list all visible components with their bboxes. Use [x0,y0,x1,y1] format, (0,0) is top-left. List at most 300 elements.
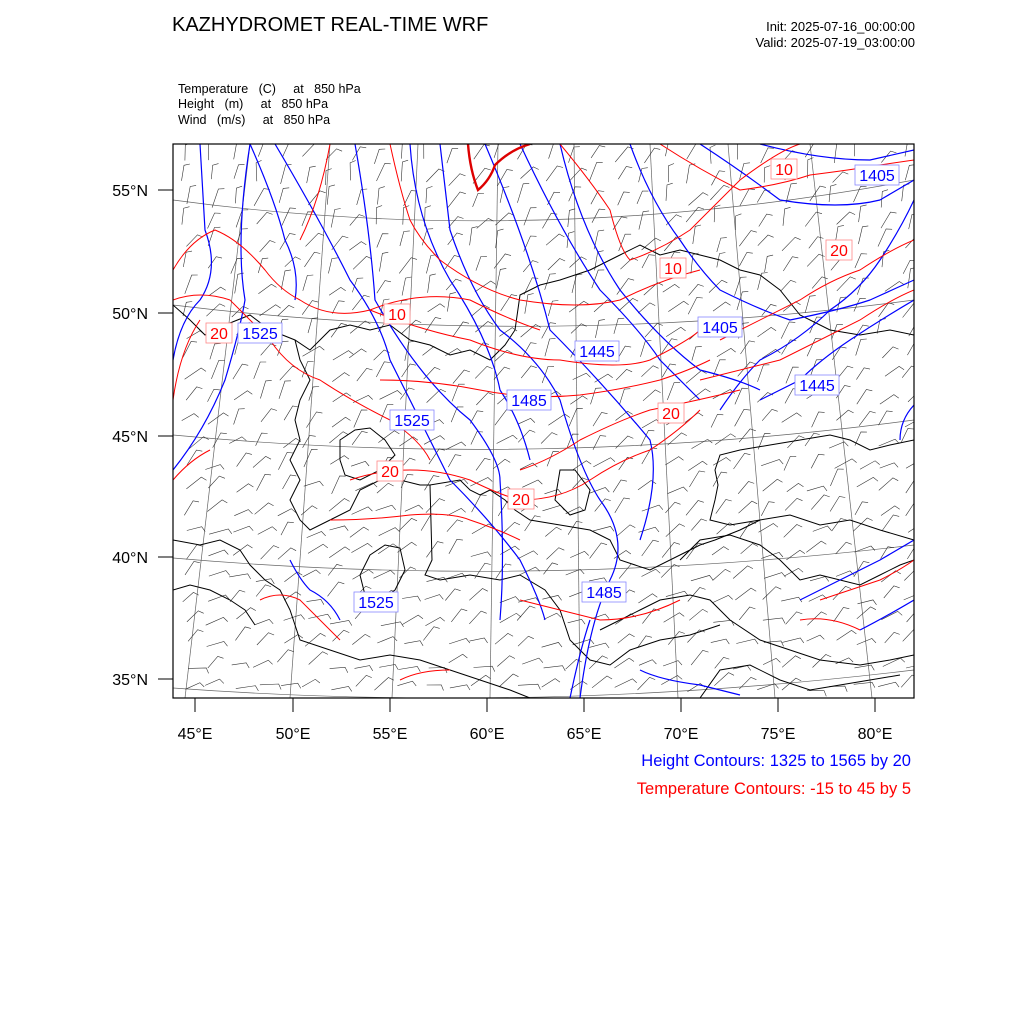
wind-barb [469,611,486,624]
wind-barb [380,391,402,400]
temp-label-10-w: 10 [388,307,406,324]
wind-barb [545,527,561,536]
wind-barb [329,287,346,295]
wind-barb [186,545,202,560]
wind-barb [761,502,774,516]
wind-barb [281,522,294,535]
field-temperature-label: Temperature (C) at 850 hPa [178,82,361,96]
wind-barb [782,237,801,251]
wind-barb [595,499,611,512]
wind-barb [524,208,537,226]
wind-barb [758,365,770,382]
wind-barb [305,633,326,646]
wind-barb [903,628,921,641]
wind-barb [453,322,469,337]
wind-barb [232,663,250,668]
wind-barb [258,258,268,273]
wind-barb [476,458,491,470]
wind-barb [688,461,707,470]
wind-barb [739,677,756,689]
wind-barb [401,138,408,158]
wind-barb [399,437,418,446]
wind-barb [834,607,850,621]
wind-barb [230,590,245,602]
wind-barb [837,212,856,224]
wind-barb [692,439,713,448]
wind-barb [710,185,729,200]
wind-barb [668,164,674,183]
wind-barb [477,218,494,228]
wind-barb [426,169,444,182]
wind-barb [783,257,798,271]
wind-barb [545,338,556,356]
lon-label-70: 70°E [663,726,699,743]
wind-barb [281,270,291,290]
wind-barb [807,339,821,357]
wind-barb [449,539,463,554]
wind-barb [833,172,849,183]
wind-barb [495,633,513,644]
wind-barb [860,461,880,470]
wind-barb [855,254,867,268]
wind-barb [781,280,796,290]
wind-barb [567,232,574,248]
wind-barb [764,166,770,183]
wind-barb [713,569,731,580]
wind-barb [470,227,478,246]
wind-barb [857,477,878,487]
wind-barb [811,495,830,510]
wind-barb [859,411,876,426]
wind-barb [279,381,291,399]
wind-barb [351,543,372,552]
wind-barb [855,502,868,515]
wind-barb [569,408,583,426]
wind-barb [206,617,228,625]
height-label-1525-sw: 1525 [358,595,394,612]
wind-barb [717,348,736,356]
wind-barb [186,477,206,489]
wind-barb [640,341,651,357]
wind-barb [856,368,870,380]
wind-barb [209,571,230,577]
map-title: KAZHYDROMET REAL-TIME WRF [172,14,489,36]
wind-barb [879,478,898,491]
wind-barb [449,654,468,663]
wind-barb [716,500,732,514]
wind-barb [832,519,847,532]
wind-barb [426,499,445,513]
lat-label-55: 55°N [112,183,148,200]
wind-barb [328,582,345,596]
wind-barb [209,287,226,296]
lat-label-50: 50°N [112,306,148,323]
wind-barb [283,475,297,489]
wind-barb [785,498,802,510]
wind-barb [445,589,460,601]
wind-barb [253,660,272,667]
wind-barb [377,637,397,643]
wind-barb [783,207,791,226]
wind-barb [666,524,685,537]
wind-barb [448,217,463,228]
wind-barb [235,186,242,203]
wind-barb [763,479,783,491]
wind-barb [350,527,369,537]
wind-barb [257,212,273,224]
wind-barb [641,430,655,446]
wind-barb [377,483,394,493]
wind-barb [614,551,631,559]
wind-barb [402,615,423,624]
wind-barb [765,255,774,272]
wind-barb [738,482,754,494]
wind-barb [261,546,280,560]
wind-barb [185,143,191,161]
wind-barb [593,458,615,467]
lon-label-55: 55°E [372,726,408,743]
wind-barb [352,431,368,445]
wind-barb [233,526,253,532]
wind-barb [548,301,558,317]
wind-barb [182,164,190,181]
wind-barb [739,607,755,620]
wind-barb [739,231,757,247]
wind-barb [523,343,537,357]
wind-barb [426,255,436,274]
wind-barb [617,525,636,537]
wind-barb [254,362,267,379]
wind-barb [446,279,461,290]
wind-barb [521,366,537,378]
wind-barb [328,258,337,274]
wind-barb [568,619,585,624]
wind-barb [329,499,350,512]
wind-barb [689,609,708,620]
wind-barb [309,652,328,665]
wind-barb [376,206,382,225]
height-label-1405-ne: 1405 [859,168,895,185]
wind-barb [280,366,298,380]
temp-label-20-ne: 20 [830,243,848,260]
wind-barb [882,515,899,531]
wind-barb [638,481,656,490]
wind-barb [260,241,276,252]
wind-barb [494,144,505,158]
wind-barb [304,252,320,267]
wind-barb [837,630,857,640]
wind-barb [402,596,421,601]
wind-barb [327,185,335,205]
wind-barb [805,296,816,313]
wind-barb [782,656,801,668]
wind-barb [542,642,562,647]
wind-barb [593,413,608,427]
wind-barb [618,192,630,205]
wind-barb [906,502,921,516]
wind-barb [615,498,630,513]
wind-barb [260,380,271,398]
wind-barb [425,595,444,600]
lat-label-45: 45°N [112,429,148,446]
wind-barb [428,304,445,312]
wind-barb [784,568,803,576]
wind-barb [234,510,252,516]
wind-barb [710,145,715,164]
wind-barb [546,166,563,181]
wind-barb [741,544,758,554]
height-contours [173,144,914,698]
height-label-1525-w: 1525 [242,326,278,343]
wind-barb [522,658,543,664]
wind-barb [278,509,296,516]
wind-barb [331,323,347,337]
wind-barb [474,666,495,671]
wind-barb [421,514,437,531]
wind-barb [399,518,417,530]
wind-barb [352,295,369,310]
wind-barb [829,686,847,692]
wind-barb [277,650,294,663]
wind-barb [332,373,349,382]
temp-label-10-ne: 10 [775,162,793,179]
wind-barb [445,256,460,269]
wind-barb [663,284,680,292]
wind-barb [736,639,758,644]
field-wind-label: Wind (m/s) at 850 hPa [178,113,331,127]
wind-barb [234,409,245,425]
wind-barb [356,675,372,686]
wind-barb [425,206,431,227]
wind-barb [401,160,408,181]
wind-barb [284,615,305,621]
wind-barb [715,657,730,668]
wind-barb [787,483,804,491]
wind-barb [687,164,696,184]
wind-barb [447,148,458,163]
wind-barb [518,684,540,689]
wind-barb [906,460,925,468]
wind-barb [807,691,826,697]
wind-barb [257,474,272,490]
wind-barb [857,607,876,619]
wind-barb [332,417,351,427]
wind-barb [639,660,656,666]
wind-barb [642,609,659,624]
wind-barb [399,667,421,672]
wind-barb [448,192,466,207]
wind-barb [333,351,353,360]
wind-barb [665,502,680,513]
wind-barb [472,524,494,534]
wind-barb [544,563,559,574]
wind-barb [381,622,404,627]
wind-barb [854,546,875,552]
wind-barb [405,505,423,511]
wind-barb [854,140,860,156]
wind-barb [688,297,703,314]
wind-barb [807,486,827,491]
wind-barb [235,627,251,641]
wind-barb [879,303,895,317]
wind-barb [258,284,276,294]
wind-barb [470,411,483,424]
wind-barb [331,686,351,691]
wind-barb [591,146,605,158]
wind-barb [666,183,673,201]
wind-barb [469,589,488,601]
wind-barb [377,163,391,181]
wind-barb [476,393,493,405]
wind-barb [233,364,248,379]
wind-barb [520,463,537,469]
wind-barb [642,569,661,576]
wind-barb [782,413,802,423]
wind-barb [810,186,826,201]
wind-barb [207,500,227,512]
temp-label-20-sw: 20 [381,464,399,481]
wind-barb [379,252,388,271]
wind-barb [689,193,709,206]
wind-barb [689,471,705,487]
wind-barb [884,586,900,598]
wind-barb [807,254,824,266]
wind-barb [572,274,582,293]
height-label-1485-c: 1485 [511,393,547,410]
wind-barb [306,233,325,246]
wind-barb [573,373,591,379]
wind-barb [714,205,720,222]
wind-barb [495,213,514,225]
wind-barb [713,472,727,486]
wind-barb [885,366,904,376]
wind-barb [207,642,228,647]
wind-barb [307,600,324,605]
wind-barb [595,374,613,382]
wind-barb [908,524,925,532]
wind-barb [570,396,587,404]
wind-barb [522,480,542,487]
wind-barb [761,460,783,466]
wind-barb [330,621,352,626]
height-label-1445-e: 1445 [799,378,835,395]
wind-barb [495,350,513,361]
wind-barb [830,496,845,511]
wind-barb [303,275,314,291]
wind-barb [882,347,898,358]
wind-barb [642,505,663,511]
lat-label-35: 35°N [112,672,148,689]
wind-barb [517,606,535,621]
wind-barb [739,252,753,266]
wind-barb [906,664,926,669]
wind-barb [499,674,519,687]
wind-barb [619,564,637,579]
wind-barb [734,453,751,469]
wind-barb [518,418,535,424]
wind-barb [495,410,513,426]
wind-barb [857,390,873,405]
wind-barb [806,541,826,552]
wind-barb [878,682,899,687]
wind-barb [377,281,391,294]
wind-barb [807,635,825,641]
wind-barb [741,341,756,354]
wind-barb [523,261,538,272]
wind-barb [735,409,750,426]
wind-barb [686,501,704,516]
wind-barb [352,147,366,161]
wind-barb [542,679,560,688]
wind-barb [568,209,575,227]
wind-barb [423,627,439,641]
wind-barb [548,259,565,271]
wind-barb [901,675,918,687]
wind-barb [474,145,490,160]
wind-barb [237,484,254,493]
wind-barb [185,368,206,379]
wind-barb [234,164,245,178]
lat-label-40: 40°N [112,550,148,567]
wind-barb [880,463,898,468]
wind-barb [739,501,758,513]
wind-barb [279,188,289,203]
wind-barb [589,488,609,494]
wind-barb [303,570,321,577]
wind-barb [518,636,534,646]
wind-barb [357,189,368,205]
wind-barb [546,234,564,245]
wind-barb [308,614,331,619]
wind-barb [497,656,515,667]
wind-barb [638,677,656,690]
wind-barb [349,242,366,251]
wind-barb [446,442,466,450]
wind-barb [355,666,373,671]
wind-barb [805,433,820,446]
wind-barb [302,679,320,687]
wind-barb [885,282,904,292]
valid-time: Valid: 2025-07-19_03:00:00 [755,35,915,50]
wind-barb [637,636,652,648]
wind-barb [525,294,534,314]
wind-barb [496,268,506,288]
temp-label-20-w: 20 [210,326,228,343]
wind-barb [400,231,410,246]
lon-label-60: 60°E [469,726,505,743]
wind-barb [429,449,445,464]
wind-barb [186,387,202,400]
temp-label-20-e: 20 [662,406,680,423]
wind-barb [428,274,436,293]
wind-barb [832,347,846,360]
wind-barb [425,476,440,491]
wind-barb [642,255,655,268]
wind-barb [908,267,917,288]
wind-barb [500,613,521,622]
wind-barb [376,362,390,377]
wind-barb [352,507,373,515]
wind-barb [811,454,824,468]
wind-barb [759,214,773,226]
wind-barb [332,301,345,314]
wind-barb [234,391,252,400]
wind-barb [447,292,456,311]
wind-barb [211,164,218,180]
wind-barb [185,562,200,575]
wind-barb [908,392,924,402]
wind-barb [353,256,372,269]
